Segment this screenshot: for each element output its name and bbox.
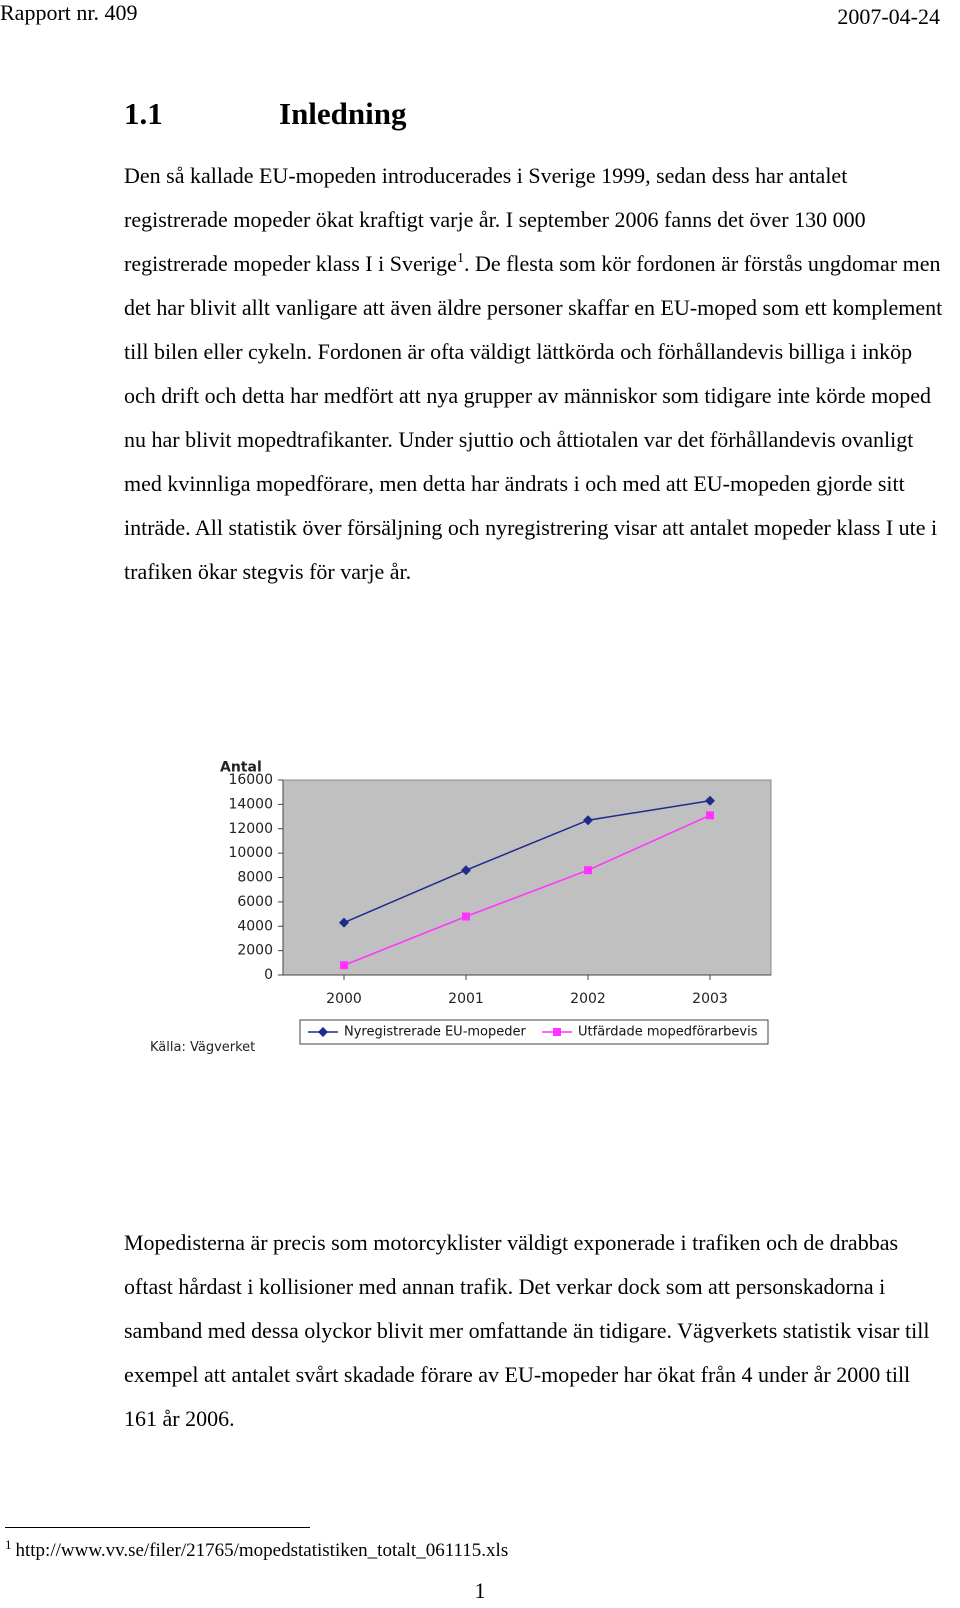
data-point-series-2 — [340, 961, 348, 969]
page-number: 1 — [474, 1578, 486, 1603]
footnote-reference[interactable]: 1 — [456, 251, 464, 266]
footnote-mark: 1 — [5, 1537, 12, 1552]
y-tick-label: 14000 — [228, 796, 273, 813]
section-number: 1.1 — [124, 96, 163, 131]
data-point-series-2 — [462, 913, 470, 921]
footnote-link[interactable]: http://www.vv.se/filer/21765/mopedstatistiken_totalt_061115.xls — [15, 1540, 509, 1561]
y-axis-label: Antal — [220, 759, 262, 776]
data-point-series-2 — [706, 811, 714, 819]
plot-area — [228, 772, 771, 1007]
x-tick-label: 2001 — [448, 991, 484, 1007]
section-title: Inledning — [279, 96, 407, 131]
y-tick-label: 4000 — [237, 918, 273, 935]
legend-label: Utfärdade mopedförarbevis — [578, 1024, 758, 1040]
x-tick-label: 2002 — [570, 991, 606, 1007]
chart-legend — [300, 1020, 768, 1044]
y-tick-label: 8000 — [237, 869, 273, 886]
chart-source: Källa: Vägverket — [150, 1040, 256, 1055]
y-tick-label: 6000 — [237, 893, 273, 910]
data-point-series-2 — [584, 866, 592, 874]
legend-label: Nyregistrerade EU-mopeder — [344, 1024, 526, 1040]
x-tick-label: 2003 — [692, 991, 728, 1007]
x-tick-label: 2000 — [326, 991, 362, 1007]
plot-background — [283, 780, 771, 975]
footnote — [5, 1537, 509, 1562]
section-heading — [124, 96, 407, 132]
y-tick-label: 0 — [264, 967, 273, 983]
header-report-number: Rapport nr. 409 — [0, 0, 138, 25]
injury-paragraph: Mopedisterna är precis som motorcyklister väldigt exponerade i trafiken och de drabbas oftast hårdast i kollisioner med annan trafik. Det verkar dock som att personskadorna i samband med dessa olyckor blivit mer omfattande än tidigare. Vägverkets statistik visar till exempel att antalet svårt skadade förare av EU-mopeder har ökat från 4 under år 2000 till 161 år 2006. — [124, 1230, 930, 1431]
legend-swatch-marker — [553, 1028, 561, 1036]
header-date: 2007-04-24 — [837, 4, 940, 29]
intro-paragraph-part1: Den så kallade EU-mopeden introducerades i Sverige 1999, sedan dess har antalet registrerade mopeder ökat kraftigt varje år. I september 2006 fanns det över 130 000 registrerade mopeder klass I i Sverige — [124, 163, 866, 276]
intro-paragraph — [124, 154, 946, 594]
y-tick-label: 12000 — [228, 820, 273, 837]
y-tick-label: 16000 — [228, 772, 273, 788]
y-tick-label: 2000 — [237, 942, 273, 959]
y-tick-label: 10000 — [228, 845, 273, 862]
moped-statistics-chart — [150, 758, 790, 1068]
intro-paragraph-part2: . De flesta som kör fordonen är förstås ungdomar men det har blivit allt vanligare att även äldre personer skaffar en EU-moped som ett komplement till bilen eller cykeln. Fordonen är ofta väldigt lättkörda och förhållandevis billiga i inköp och drift och detta har medfört att nya grupper av människor som tidigare inte körde moped nu har blivit mopedtrafikanter. Under sjuttio och åttiotalen var det förhållandevis ovanligt med kvinnliga mopedförare, men detta har ändrats i och med att EU-mopeden gjorde sitt inträde. All statistik över försäljning och nyregistrering visar att antalet mopeder klass I ute i trafiken ökar stegvis för varje år. — [124, 251, 943, 584]
footnote-separator — [5, 1527, 310, 1528]
